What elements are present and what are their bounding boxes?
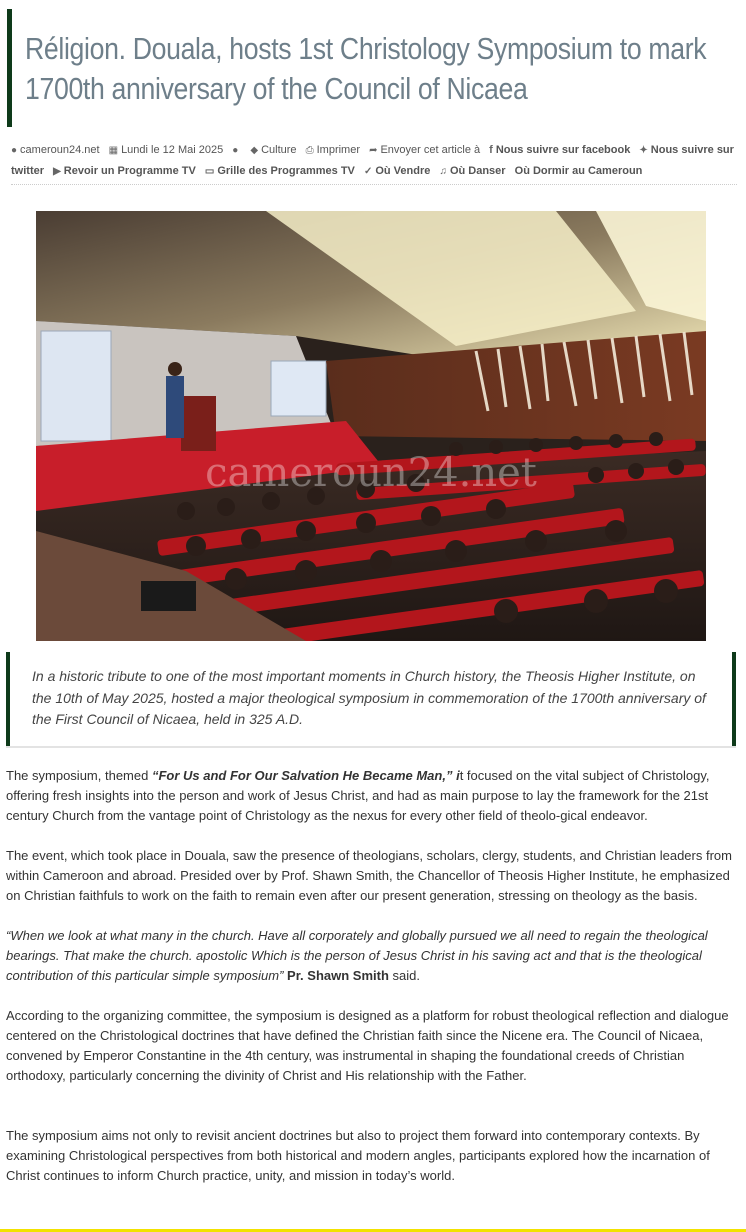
user-icon: ● — [11, 145, 18, 156]
lead-paragraph: In a historic tribute to one of the most important moments in Church history, the Theosis Higher Institute, on the 10th of May 2025, hosted a major theological symposium in commemoration of the 1700th anniversary of the First Council of Nicaea, held in 325 A.D. — [32, 668, 706, 727]
auditorium-illustration — [36, 211, 706, 641]
twitter-icon: ✦ — [639, 145, 648, 156]
body-paragraph-2: The event, which took place in Douala, saw the presence of theologians, scholars, clergy, students, and Christian leaders from within Cameroon and abroad. Presided over by Prof. Shawn Smith, the Chancellor of Theosis Higher Institute, he emphasized on Christian faithfuls to work on the faith to remain even after our present generation, stressing on theology as the basis. — [6, 848, 732, 903]
replay-tv-link[interactable]: ▶ Revoir un Programme TV — [53, 165, 196, 177]
symposium-theme: “For Us and For Our Salvation He Became Man,” i — [151, 768, 460, 783]
article-body — [6, 766, 738, 1206]
article-meta-bar — [11, 140, 737, 185]
comment-icon: ● — [232, 145, 239, 156]
facebook-link[interactable]: f Nous suivre sur facebook — [489, 144, 630, 156]
send-article-link[interactable]: ➦ Envoyer cet article à — [369, 144, 480, 156]
where-dance-link[interactable]: ♫ Où Danser — [439, 165, 505, 177]
photo-watermark: cameroun24.net — [205, 450, 537, 496]
share-icon: ➦ — [369, 145, 378, 156]
calendar-icon: ▦ — [108, 145, 119, 156]
meta-category[interactable]: ◆ Culture — [250, 144, 296, 156]
monitor-icon: ▭ — [204, 166, 215, 177]
article-photo — [36, 211, 706, 641]
tv-grid-link[interactable]: ▭ Grille des Programmes TV — [205, 165, 355, 177]
body-paragraph-5: The symposium aims not only to revisit ancient doctrines but also to project them forward into contemporary contexts. By examining Christological perspectives from both historical and modern angles, participants explored how the incarnation of Christ continues to inform Church practice, unity, and mission in today’s world. — [6, 1128, 710, 1183]
speaker-name: Pr. Shawn Smith — [283, 968, 389, 983]
quote: “When we look at what many in the church. Have all corporately and globally pursued we all need to regain the theological bearings. That make the church. apostolic Which is the person of Jesus Christ in his saving act and that is the theological contribution of this particular simple symposium” — [6, 928, 708, 983]
article-title-block — [7, 9, 737, 127]
where-sleep-link[interactable]: Où Dormir au Cameroun — [514, 165, 643, 177]
meta-date: ▦ Lundi le 12 Mai 2025 — [109, 144, 224, 156]
article-lead — [6, 652, 736, 746]
print-icon: ⎙ — [305, 145, 314, 156]
twitter-link[interactable]: ✦ Nous suivre sur twitter — [11, 144, 734, 177]
music-icon: ♫ — [439, 166, 447, 177]
body-paragraph-4: According to the organizing committee, the symposium is designed as a platform for robust theological reflection and dialogue centered on the Christological doctrines that have defined the Christian faith since the Nicene era. The Council of Nicaea, convened by Emperor Constantine in the 4th century, was instrumental in shaping the foundational creeds of Christian orthodoxy, particularly concerning the divinity of Christ and His relationship with the Father. — [6, 1008, 729, 1083]
facebook-icon: f — [489, 144, 493, 156]
body-paragraph-1: The symposium, themed “For Us and For Our Salvation He Became Man,” it focused on the vital subject of Christology, offering fresh insights into the person and work of Jesus Christ, and had as main purpose to lay the framework for the 21st century Church from the vantage point of Christology as the nexus for every other field of theolo-gical endeavor. — [6, 768, 710, 823]
body-paragraph-3: “When we look at what many in the church. Have all corporately and globally pursued we all need to regain the theological bearings. That make the church. apostolic Which is the person of Jesus Christ in his saving act and that is the theological contribution of this particular simple symposium” Pr. Shawn Smith said. — [6, 928, 708, 983]
page-title: Réligion. Douala, hosts 1st Christology Symposium to mark 1700th anniversary of the Council of Nicaea — [25, 31, 707, 106]
cart-icon: ✓ — [363, 166, 373, 177]
where-sell-link[interactable]: ✓ Où Vendre — [364, 165, 430, 177]
meta-comments[interactable] — [232, 144, 241, 156]
meta-author[interactable]: ● cameroun24.net — [11, 144, 100, 156]
print-link[interactable]: ⎙ Imprimer — [306, 144, 360, 156]
play-icon: ▶ — [53, 166, 61, 177]
tag-icon: ◆ — [250, 145, 259, 156]
